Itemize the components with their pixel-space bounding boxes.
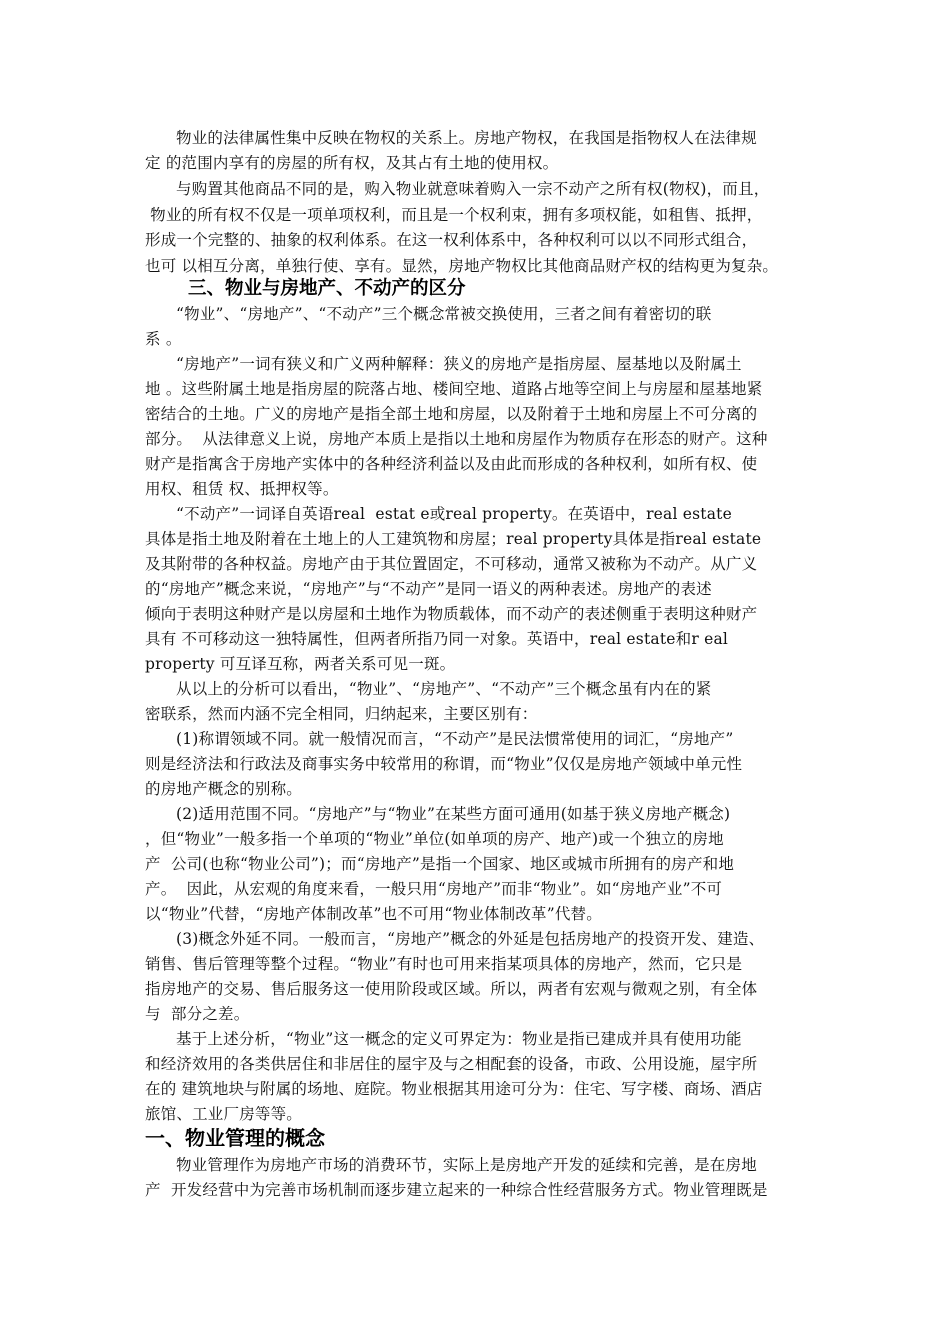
text-line: (1)称谓领域不同。就一般情况而言，“不动产”是民法惯常使用的词汇，“房地产” <box>176 730 734 748</box>
text-line: 的房地产概念的别称。 <box>145 780 303 798</box>
text-line: 指房地产的交易、售后服务这一使用阶段或区域。所以，两者有宏观与微观之别，有全体 <box>145 980 758 998</box>
text-line: “房地产”一词有狭义和广义两种解释：狭义的房地产是指房屋、屋基地以及附属土 <box>176 355 742 373</box>
section-heading: 三、物业与房地产、不动产的区分 <box>188 278 466 299</box>
text-line: 密联系，然而内涵不完全相同，归纳起来，主要区别有： <box>145 705 538 723</box>
text-line: 则是经济法和行政法及商事实务中较常用的称谓，而“物业”仅仅是房地产领域中单元性 <box>145 755 743 773</box>
section-heading: 一、物业管理的概念 <box>145 1126 325 1150</box>
text-line: 与购置其他商品不同的是，购入物业就意味着购入一宗不动产之所有权(物权)，而且， <box>176 180 770 198</box>
text-line: 销售、售后管理等整个过程。“物业”有时也可用来指某项具体的房地产，然而，它只是 <box>145 955 743 973</box>
text-line: 产 开发经营中为完善市场机制而逐步建立起来的一种综合性经营服务方式。物业管理既是 <box>145 1181 768 1199</box>
text-line: 具体是指土地及附着在土地上的人工建筑物和房屋；real property具体是指real estate <box>145 530 762 548</box>
text-line: 在的 建筑地块与附属的场地、庭院。物业根据其用途可分为：住宅、写字楼、商场、酒店 <box>145 1080 763 1098</box>
text-line: 旅馆、工业厂房等等。 <box>145 1105 303 1123</box>
text-line: 形成一个完整的、抽象的权利体系。在这一权利体系中，各种权利可以以不同形式组合， <box>145 231 758 249</box>
text-line: 及其附带的各种权益。房地产由于其位置固定，不可移动，通常又被称为不动产。从广义 <box>145 555 758 573</box>
text-line: 部分。 从法律意义上说，房地产本质上是指以土地和房屋作为物质存在形态的财产。这种 <box>145 430 768 448</box>
text-line: 以“物业”代替，“房地产体制改革”也不可用“物业体制改革”代替。 <box>145 905 602 923</box>
text-line: 与 部分之差。 <box>145 1005 250 1023</box>
text-line: 具有 不可移动这一独特属性，但两者所指乃同一对象。英语中，real estate和r eal <box>145 630 729 648</box>
text-line: 定 的范围内享有的房屋的所有权，及其占有土地的使用权。 <box>145 154 559 172</box>
text-line: ，但“物业”一般多指一个单项的“物业”单位(如单项的房产、地产)或一个独立的房地 <box>145 830 724 848</box>
text-line: 产。 因此，从宏观的角度来看，一般只用“房地产”而非“物业”。如“房地产业”不可 <box>145 880 723 898</box>
text-line: 的“房地产”概念来说，“房地产”与“不动产”是同一语义的两种表述。房地产的表述 <box>145 580 712 598</box>
text-line: 倾向于表明这种财产是以房屋和土地作为物质载体，而不动产的表述侧重于表明这种财产 <box>145 605 758 623</box>
text-line: (3)概念外延不同。一般而言，“房地产”概念的外延是包括房地产的投资开发、建造、 <box>176 930 765 948</box>
text-line: “不动产”一词译自英语real estat e或real property。在英语中，real estate <box>176 505 732 523</box>
text-line: (2)适用范围不同。“房地产”与“物业”在某些方面可通用(如基于狭义房地产概念) <box>176 805 731 823</box>
text-line: “物业”、“房地产”、“不动产”三个概念常被交换使用，三者之间有着密切的联 <box>176 305 712 323</box>
text-line: 和经济效用的各类供居住和非居住的屋宇及与之相配套的设备，市政、公用设施，屋宇所 <box>145 1055 758 1073</box>
text-line: property 可互译互称，两者关系可见一斑。 <box>145 655 456 673</box>
text-line: 从以上的分析可以看出，“物业”、“房地产”、“不动产”三个概念虽有内在的紧 <box>176 680 712 698</box>
text-line: 产 公司(也称“物业公司”)；而“房地产”是指一个国家、地区或城市所拥有的房产和地 <box>145 855 735 873</box>
text-line: 地 。这些附属土地是指房屋的院落占地、楼间空地、道路占地等空间上与房屋和屋基地紧 <box>145 380 763 398</box>
text-line: 财产是指寓含于房地产实体中的各种经济利益以及由此而形成的各种权利，如所有权、使 <box>145 455 758 473</box>
text-line: 用权、租赁 权、抵押权等。 <box>145 480 339 498</box>
text-line: 密结合的土地。广义的房地产是指全部土地和房屋，以及附着于土地和房屋上不可分离的 <box>145 405 758 423</box>
text-line: 物业的法律属性集中反映在物权的关系上。房地产物权，在我国是指物权人在法律规 <box>176 129 757 147</box>
text-line: 物业管理作为房地产市场的消费环节，实际上是房地产开发的延续和完善，是在房地 <box>176 1156 757 1174</box>
text-line: 基于上述分析，“物业”这一概念的定义可界定为：物业是指已建成并具有使用功能 <box>176 1030 742 1048</box>
text-line: 也可 以相互分离，单独行使、享有。显然，房地产物权比其他商品财产权的结构更为复杂。 <box>145 257 779 275</box>
text-line: 系 。 <box>145 330 182 348</box>
text-line: 物业的所有权不仅是一项单项权利，而且是一个权利束，拥有多项权能，如租售、抵押， <box>145 206 763 224</box>
